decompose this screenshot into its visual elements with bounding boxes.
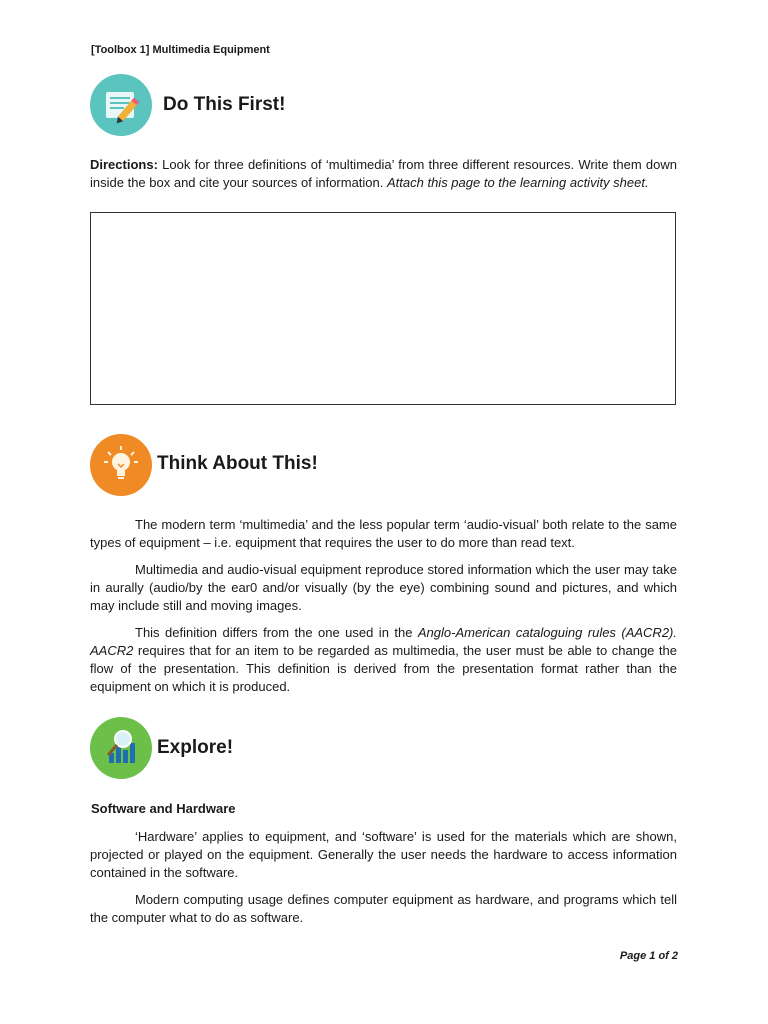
page-number: Page 1 of 2 [619, 950, 678, 962]
directions-italic: Attach this page to the learning activity sheet. [387, 175, 649, 190]
section-title-think-about-this: Think About This! [157, 453, 318, 474]
think-paragraph-1: The modern term ‘multimedia’ and the less popular term ‘audio-visual’ both relate to the same types of equipment – i.e. equipment that requires the user to do more than read text. [90, 517, 677, 550]
lightbulb-icon [90, 434, 152, 496]
think-p3-italic: Anglo-American cataloguing rules (AACR2). AACR2 [90, 625, 677, 658]
directions-paragraph [90, 156, 677, 192]
subheading-software-hardware: Software and Hardware [91, 801, 236, 816]
answer-box[interactable] [90, 212, 676, 405]
explore-paragraph-1: ‘Hardware’ applies to equipment, and ‘software’ is used for the materials which are shown, projected or played on the equipment. Generally the user needs the hardware to access information contained in the software. [90, 829, 677, 880]
think-paragraph-3 [90, 624, 677, 696]
explore-paragraph-2: Modern computing usage defines computer equipment as hardware, and programs which tell the computer what to do as software. [90, 892, 677, 925]
directions-label: Directions: [90, 157, 158, 172]
section-title-explore: Explore! [157, 737, 234, 758]
document-header: [Toolbox 1] Multimedia Equipment [91, 44, 270, 56]
chart-magnifier-icon [90, 717, 152, 779]
checklist-pencil-icon [90, 74, 152, 136]
think-p3-text-a: This definition differs from the one used in the [135, 625, 418, 640]
think-paragraph-2: Multimedia and audio-visual equipment reproduce stored information which the user may take in aurally (audio/by the ear0 and/or visually (by the eye) combining sound and pictures, and which may include still and moving images. [90, 562, 677, 613]
think-p3-text-b: requires that for an item to be regarded as multimedia, the user must be able to change the flow of the presentation. This definition is derived from the presentation format rather than the equipment on which it is produced. [90, 643, 677, 694]
section-title-do-this-first: Do This First! [163, 94, 286, 115]
directions-text: Look for three definitions of ‘multimedia’ from three different resources. Write them down inside the box and cite your sources of information. [90, 157, 677, 190]
